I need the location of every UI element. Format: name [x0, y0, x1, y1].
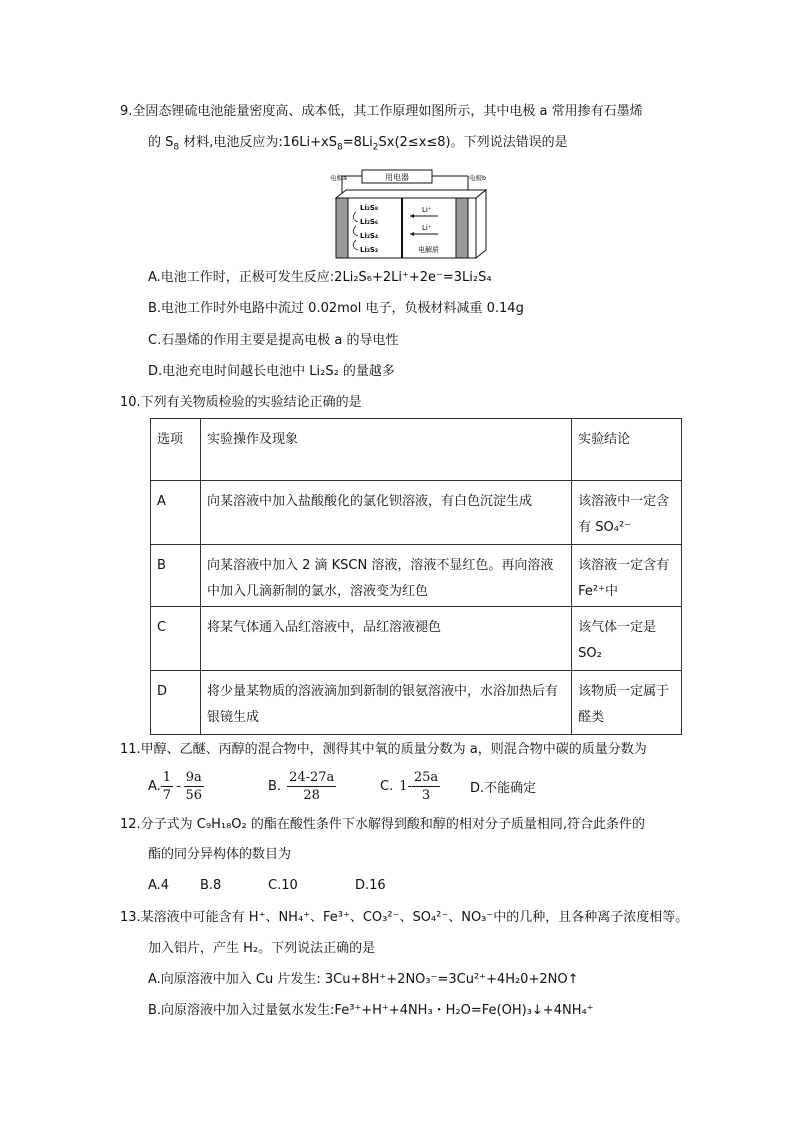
header-operation: 实验操作及现象	[200, 419, 571, 481]
row-c-conclusion: 该气体一定是SO₂	[572, 607, 682, 671]
q12-stem-line1: 12.分子式为 C₉H₁₈O₂ 的酯在酸性条件下水解得到酸和醇的相对分子质量相同,符合此条件的	[120, 817, 646, 832]
species-s8: Li₂S₈	[360, 204, 379, 212]
q10-table	[150, 418, 682, 735]
table-row	[151, 671, 682, 735]
electrode-a-label: 电极a	[330, 174, 347, 182]
row-d-operation: 将少量某物质的溶液滴加到新制的银氨溶液中，水浴加热后有银镜生成	[200, 671, 571, 735]
li-ion-1: Li⁺	[422, 206, 432, 214]
row-b-operation: 向某溶液中加入 2 滴 KSCN 溶液，溶液不显红色。再向溶液中加入几滴新制的氯水，溶液变为红色	[200, 545, 571, 607]
row-c-operation: 将某气体通入品红溶液中，品红溶液褪色	[200, 607, 571, 671]
electrode-a	[336, 198, 348, 258]
q11-option-a: A. $\frac{1}{7}$ - $\frac{9a}{56}$	[148, 769, 203, 803]
li-ion-2: Li⁺	[422, 224, 432, 232]
species-s6: Li₂S₆	[360, 218, 379, 226]
species-s4: Li₂S₄	[360, 232, 379, 240]
q12-stem-line2: 酯的同分异构体的数目为	[148, 847, 292, 862]
row-d-label: D	[151, 671, 201, 735]
row-b-conclusion: 该溶液一定含有 Fe²⁺中	[572, 545, 682, 607]
row-d-conclusion: 该物质一定属于醛类	[572, 671, 682, 735]
species-s2: Li₂S₂	[360, 246, 379, 254]
q12-option-c: C.10	[268, 878, 298, 893]
header-option: 选项	[151, 419, 201, 481]
q13-stem-line1: 13.某溶液中可能含有 H⁺、NH₄⁺、Fe³⁺、CO₃²⁻、SO₄²⁻、NO₃⁻中的几种，且各种离子浓度相等。	[120, 910, 689, 925]
row-b-label: B	[151, 545, 201, 607]
electrode-b-label: 电极b	[469, 174, 487, 182]
q11-option-c: C. 1- $\frac{25a}{3}$	[380, 769, 439, 803]
table-header-row	[151, 419, 682, 481]
q11-option-b: B. $\frac{24-27a}{28}$	[268, 769, 335, 803]
row-a-operation: 向某溶液中加入盐酸酸化的氯化钡溶液，有白色沉淀生成	[200, 481, 571, 545]
electrode-b	[456, 198, 468, 258]
q12-option-b: B.8	[200, 878, 222, 893]
table-row	[151, 545, 682, 607]
q13-stem-line2: 加入铝片，产生 H₂。下列说法正确的是	[148, 941, 376, 956]
battery-diagram	[330, 168, 490, 260]
table-row	[151, 481, 682, 545]
row-a-label: A	[151, 481, 201, 545]
q9-stem-line1: 9.全固态锂硫电池能量密度高、成本低，其工作原理如图所示，其中电极 a 常用掺有石墨烯	[120, 104, 643, 119]
q9-option-a: A.电池工作时，正极可发生反应:2Li₂S₆+2Li⁺+2e⁻=3Li₂S₄	[148, 270, 492, 285]
q11-option-d: D.不能确定	[470, 780, 537, 796]
q9-stem-line2: 的 $S_8$ 材料,电池反应为$:16Li+xS_8=8Li_2Sx(2\le x\le 8)$。下列说法错误的是	[148, 135, 568, 153]
q11-stem: 11.甲醇、乙醚、丙醇的混合物中，测得其中氧的质量分数为 a，则混合物中碳的质量分数为	[120, 742, 647, 757]
q13-option-b: B.向原溶液中加入过量氨水发生:Fe³⁺+H⁺+4NH₃・H₂O=Fe(OH)₃↓+4NH₄⁺	[148, 1003, 594, 1018]
header-conclusion: 实验结论	[572, 419, 682, 481]
q12-option-d: D.16	[355, 878, 386, 893]
row-c-label: C	[151, 607, 201, 671]
load-label: 用电器	[385, 173, 409, 182]
row-a-conclusion: 该溶液中一定含有 SO₄²⁻	[572, 481, 682, 545]
table-row	[151, 607, 682, 671]
q12-option-a: A.4	[148, 878, 170, 893]
q9-option-d: D.电池充电时间越长电池中 Li₂S₂ 的量越多	[148, 364, 395, 379]
q13-option-a: A.向原溶液中加入 Cu 片发生: 3Cu+8H⁺+2NO₃⁻=3Cu²⁺+4H₂0+2NO↑	[148, 972, 579, 987]
q10-stem: 10.下列有关物质检验的实验结论正确的是	[120, 395, 362, 410]
electrolyte-label: 电解质	[418, 246, 439, 254]
q9-option-b: B.电池工作时外电路中流过 0.02mol 电子，负极材料减重 0.14g	[148, 301, 524, 316]
q9-option-c: C.石墨烯的作用主要是提高电极 a 的导电性	[148, 333, 399, 348]
